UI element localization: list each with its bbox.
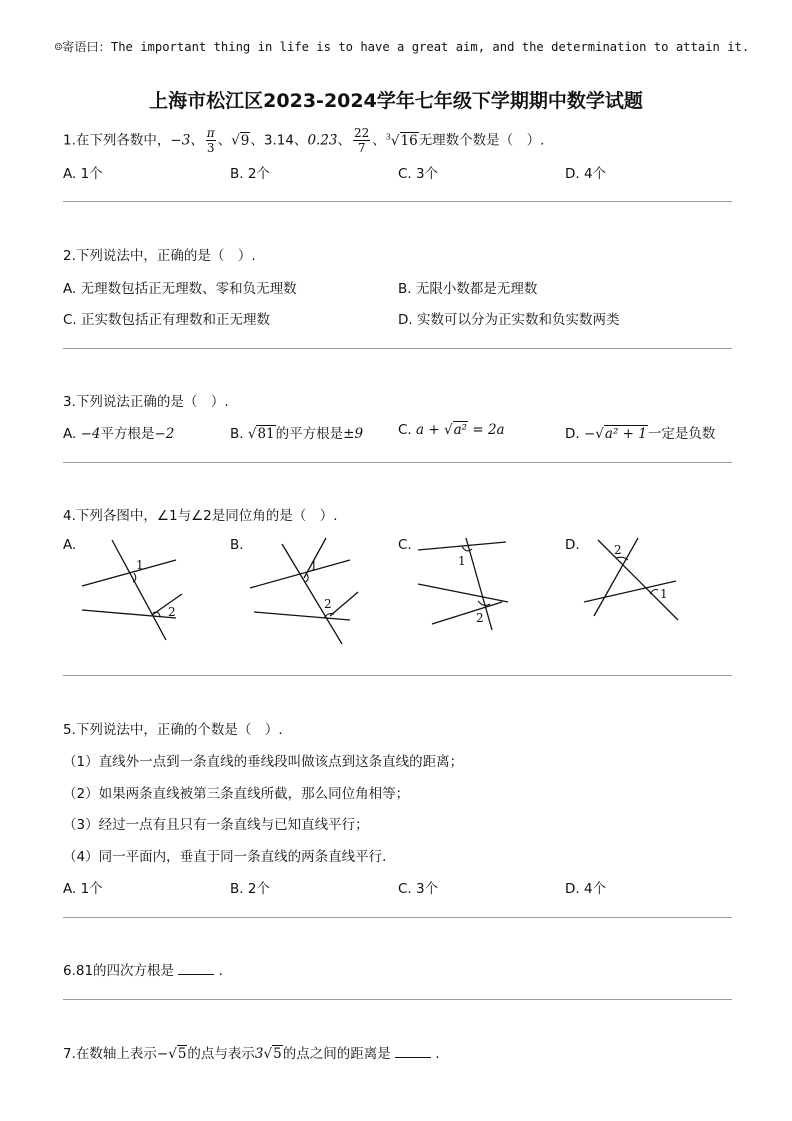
question-4-stem: 4.下列各图中，∠1与∠2是同位角的是（ ）. [63,508,338,524]
q3-d-mid: 一定是负数 [647,426,716,442]
q1-sep1: 、 [217,132,232,149]
q7-math1: − [156,1046,169,1062]
q5-option-d[interactable]: D. 4个 [565,881,607,897]
divider [63,348,732,349]
question-2-stem: 2.下列说法中，正确的是（ ）. [63,248,256,264]
q1-option-d[interactable]: D. 4个 [565,166,607,182]
q3-option-c[interactable] [398,422,505,438]
q4-option-a[interactable]: A. [63,537,77,553]
angle-2-label: 2 [324,597,332,611]
q4-figure-a [78,536,188,646]
angle-1-label: 1 [310,559,318,573]
q7-sqrt1: √5 [168,1046,187,1062]
q3-d-radicand: a² + 1 [604,426,647,442]
angle-1-label: 1 [136,558,144,572]
motto: ☺寄语曰：The important thing in life is to have a great aim, and the determination to attain it. [54,40,750,54]
q4-figure-c [412,534,522,644]
q3-a-mid: 平方根是 [100,426,155,442]
q1-pi-den: 3 [206,141,215,155]
q3-a-math2: −2 [154,426,175,442]
angle-1-label: 1 [660,587,668,601]
q5-option-c[interactable]: C. 3个 [398,881,439,897]
q3-b-radicand: 81 [257,426,275,442]
q7-radicand1: 5 [177,1046,187,1062]
q3-a-pre: A. [63,426,81,442]
q3-b-math: ±9 [343,426,364,442]
q3-d-math1: − [583,426,596,442]
q4-figure-b [246,536,356,646]
q4-figure-d [578,534,688,644]
line [152,594,182,615]
question-6-stem [63,959,223,979]
q2-option-c[interactable]: C. 正实数包括正有理数和正无理数 [63,312,271,328]
q7-text: 7.在数轴上表示 [63,1046,157,1062]
q1-sep3: 、 [337,132,352,149]
line [432,602,502,624]
divider [63,675,732,676]
q1-cbrt-radicand: 16 [400,132,418,149]
q1-cbrt-index: 3 [385,132,391,141]
q1-fraction [353,126,370,155]
q3-c-pre: C. [398,422,417,438]
q7-radicand2: 5 [273,1046,282,1062]
q7-sqrt2: √5 [263,1046,282,1062]
line [82,560,176,586]
q4-option-c[interactable]: C. [398,537,412,553]
q6-end: . [214,963,223,979]
divider [63,999,732,1000]
q3-d-sqrt: √a² + 1 [595,426,647,442]
q4-option-b[interactable]: B. [230,537,244,553]
question-7-stem [63,1042,440,1062]
q3-c-math2: = 2a [468,422,505,438]
line [598,540,678,620]
divider [63,201,732,202]
q7-mid: 的点与表示 [187,1046,255,1062]
q3-c-radicand: a² [453,422,468,438]
q3-c-math1: a + [416,422,444,438]
q5-statement-4: （4）同一平面内，垂直于同一条直线的两条直线平行. [63,849,387,865]
question-5-stem: 5.下列说法中，正确的个数是（ ）. [63,722,283,738]
q5-option-a[interactable]: A. 1个 [63,881,103,897]
q3-d-pre: D. [565,426,584,442]
line [82,610,176,618]
q3-c-sqrt: √a² [443,422,468,438]
angle-2-label: 2 [168,605,176,619]
q1-option-c[interactable]: C. 3个 [398,166,439,182]
q1-n1: −3、 [170,132,204,149]
q1-f-num: 22 [354,126,370,140]
q6-text: 6.81的四次方根是 [63,963,179,979]
q2-option-a[interactable]: A. 无理数包括正无理数、零和负无理数 [63,281,297,297]
q3-option-b[interactable] [230,422,363,442]
q1-pi-fraction [206,126,216,155]
question-1-stem [63,120,544,158]
q5-statement-1: （1）直线外一点到一条直线的垂线段叫做该点到这条直线的距离； [63,754,464,770]
angle-1-label: 1 [458,554,466,568]
angle-2-label: 2 [614,543,622,557]
q1-sqrt9-radicand: 9 [240,132,250,149]
line [418,584,508,602]
q1-repeating: 0.2̇3̇ [307,132,338,149]
divider [63,462,732,463]
q1-cube-root: $^3$√16 [385,132,418,149]
q3-option-a[interactable] [63,422,174,442]
q7-end: . [431,1046,440,1062]
q3-option-d[interactable] [565,422,715,442]
q1-pi-num: π [206,126,215,140]
q7-math2: 3 [254,1046,264,1062]
q5-statement-2: （2）如果两条直线被第三条直线所截，那么同位角相等； [63,786,410,802]
q2-option-d[interactable]: D. 实数可以分为正实数和负实数两类 [398,312,620,328]
line [112,540,166,640]
q1-option-a[interactable]: A. 1个 [63,166,103,182]
q1-f-den: 7 [357,141,366,155]
page-title: 上海市松江区2023-2024学年七年级下学期期中数学试题 [149,90,643,112]
q7-text2: 的点之间的距离是 [282,1046,395,1062]
line [254,612,350,620]
angle-2-label: 2 [476,611,484,625]
q1-option-b[interactable]: B. 2个 [230,166,270,182]
q3-a-math1: −4 [80,426,101,442]
q3-b-mid: 的平方根是 [275,426,344,442]
answer-blank[interactable] [178,962,214,975]
q5-statement-3: （3）经过一点有且只有一条直线与已知直线平行； [63,817,369,833]
q1-suffix: 无理数个数是（ ）. [418,132,545,149]
question-3-stem: 3.下列说法正确的是（ ）. [63,394,229,410]
angle-arc [462,546,472,551]
q5-option-b[interactable]: B. 2个 [230,881,270,897]
q4-option-d[interactable]: D. [565,537,580,553]
q1-sep2: 、3.14、 [250,132,308,149]
divider [63,917,732,918]
answer-blank[interactable] [395,1045,431,1058]
q3-b-sqrt: √81 [247,426,275,442]
q1-sep4: 、 [372,132,386,149]
line [330,592,358,616]
q3-b-pre: B. [230,426,248,442]
q1-sqrt9: √9 [231,132,250,149]
q1-prefix: 1.在下列各数中， [63,132,171,149]
q2-option-b[interactable]: B. 无限小数都是无理数 [398,281,538,297]
